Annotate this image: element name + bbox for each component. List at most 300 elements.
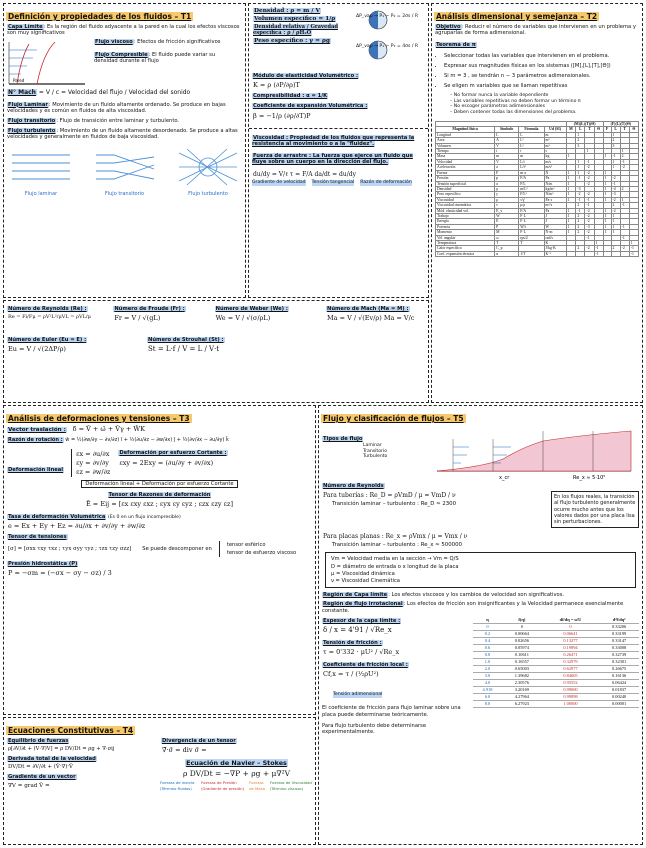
compresibilidad: Compresibilidad : α = 1/K — [253, 93, 328, 100]
table-cell: 0.65003 — [502, 665, 542, 672]
table-cell: 2 — [576, 203, 585, 208]
tensor-deformacion: Ē = Eij = [εx εxy εxz ; εyx εy εyz ; εzx εzy εz] — [86, 499, 233, 508]
table-cell: 0.06641 — [542, 630, 600, 637]
teorema-pi: Teorema de π — [436, 42, 476, 49]
table-row — [473, 672, 639, 679]
table-cell: γ — [495, 192, 519, 197]
table-cell: 0.26471 — [542, 651, 600, 658]
pared-label: Pared — [13, 78, 25, 84]
traslacion-term: Vector traslación : — [8, 427, 66, 433]
table-cell: μ/ρ — [519, 203, 544, 208]
table-cell: Tiempo — [436, 149, 495, 154]
var-d: D = diámetro de entrada o x longitud de la placa — [331, 563, 459, 570]
laminar-def: : Movimiento de un fluido altamente ordenado. Se produce en bajas velocidades y es común en fluidos de alta viscosidad. — [7, 101, 226, 114]
table-cell: 1/T — [519, 251, 544, 256]
table-cell: μ — [495, 197, 519, 202]
table-cell: L — [519, 132, 544, 137]
table-cell: -2 — [585, 213, 594, 218]
table-cell: L/t² — [519, 165, 544, 170]
table-cell: 1.00000 — [542, 700, 600, 707]
table-cell: V — [495, 159, 519, 164]
table-cell: 0.13277 — [542, 637, 600, 644]
gradiente-formula: ∇̄V = grad V̄ = — [8, 782, 50, 789]
table-cell: -2 — [611, 176, 620, 181]
espesor-term: Espesor de la capa límite : — [323, 617, 401, 624]
table-cell: -2 — [585, 170, 594, 175]
euler-title: Número de Euler (Eu = E) : — [8, 337, 87, 344]
table-cell: 2.0 — [473, 665, 502, 672]
navier-label-masa: Fuerzas de Masa — [249, 780, 265, 791]
tipo-transitorio: Transitorio — [363, 448, 388, 454]
table-cell: ω — [495, 235, 519, 240]
table-cell: -1 — [611, 181, 620, 186]
group-mltt: (M)(L)(T)(Θ) — [566, 122, 603, 127]
table-cell: 0 — [502, 623, 542, 630]
placas-formula: Para placas planas : Re_x = ρVmx / μ = Vmx / ν — [323, 533, 468, 541]
table-cell: 2 — [620, 154, 629, 159]
arrastre-formula: du/dy = V/ℓ τ = F/A da/dt = du/dy — [253, 171, 357, 179]
table-cell: Aceleración — [436, 165, 495, 170]
table-cell: Velocidad — [436, 159, 495, 164]
table-cell: J — [544, 219, 566, 224]
table-cell: 0.2 — [473, 630, 502, 637]
table-cell: 1 — [585, 149, 594, 154]
table-cell — [620, 251, 629, 256]
tuberias-formula: Para tuberías : Re_D = ρVmD / μ = VmD / ν — [323, 492, 456, 500]
densidad: Densidad : ρ = m / V — [254, 8, 320, 14]
navier-term: Ecuación de Navier – Stokes — [186, 759, 287, 768]
rotacion-term: Razón de rotación : — [8, 437, 63, 444]
table-cell: Trabajo — [436, 213, 495, 218]
table-cell: 0.16557 — [502, 658, 542, 665]
table-cell: A — [495, 138, 519, 143]
blasius-table — [473, 617, 639, 708]
table-cell: Pa — [544, 176, 566, 181]
bullet-2: • Expresar sus magnitudes físicas en los sistemas ([M],[L],[T],[Θ]) — [444, 63, 642, 69]
blasius-header-cell: d²f/dη² — [599, 617, 639, 624]
table-cell: P — [495, 224, 519, 229]
table-cell: F·L — [519, 213, 544, 218]
weber-formula: We = V / √(σ/ρL) — [215, 314, 271, 323]
table-cell: Momento — [436, 230, 495, 235]
table-cell: F/A — [519, 208, 544, 213]
table-cell: E_v — [495, 208, 519, 213]
table-cell: 1 — [620, 149, 629, 154]
mag-header-cell: T — [585, 127, 594, 132]
table-cell: Peso específico — [436, 192, 495, 197]
table-cell: Tensión superficial — [436, 181, 495, 186]
table-cell: 0.33008 — [599, 644, 639, 651]
table-cell: 1 — [576, 132, 585, 137]
navier-label-inercia: Fuerzas de inercia (Término fluidos) — [160, 780, 195, 791]
objetivo-term: Objetivo — [436, 24, 461, 30]
traslacion-formula: δ̄ = V̄ + ω̄ + V̄γ + W̄K — [72, 425, 145, 433]
epsilon-x: εx = ∂u/∂x — [76, 450, 110, 459]
table-cell: 1 — [603, 224, 611, 229]
coef-note: Tensión adimensional — [333, 692, 383, 698]
flow-label-laminar: Flujo laminar — [24, 190, 58, 197]
cortante-term: Deformación por esfuerzo Cortante : — [119, 450, 227, 457]
section-t1 — [3, 3, 246, 298]
table-cell: Fuerza — [436, 170, 495, 175]
region-irrot-term: Región de flujo irrotacional — [323, 601, 403, 608]
table-cell: Pa — [544, 208, 566, 213]
table-cell: -2 — [585, 219, 594, 224]
reynolds-formula: Re = Fi/Fμ = ρV²L²/μVL = ρVL/μ — [8, 314, 91, 321]
table-cell: 1 — [566, 230, 576, 235]
table-cell: kg/m³ — [544, 186, 566, 191]
balance-formula: ρ[∂V/∂t + (V·∇)V] = ρ DV/Dt = ρg + ∇·σij — [8, 746, 115, 753]
table-cell: 1 — [603, 176, 611, 181]
bullet-4: • Se eligen m variables que se llaman repetitivas — [444, 83, 642, 89]
navier-label-presion: Fuerzas de Presión (Gradiente de presión) — [201, 780, 245, 791]
table-cell: 1 — [566, 192, 576, 197]
table-cell: 6.0 — [473, 693, 502, 700]
sum-box: Deformación lineal + Deformación por esfuerzo Cortante — [81, 480, 237, 488]
tensiones-term: Tensor de tensiones — [8, 534, 67, 541]
table-cell: C_p — [495, 246, 519, 251]
table-cell: -1 — [585, 203, 594, 208]
bullet-1: • Seleccionar todas las variables que intervienen en el problema. — [444, 53, 642, 59]
table-cell: -1 — [594, 246, 603, 251]
table-cell: -1 — [576, 208, 585, 213]
table-cell: 1 — [566, 197, 576, 202]
table-cell: L/t — [519, 159, 544, 164]
table-cell: Vel. angular — [436, 235, 495, 240]
table-cell: -1 — [629, 251, 638, 256]
table-cell — [611, 251, 620, 256]
table-cell: a — [495, 165, 519, 170]
table-cell: F/L — [519, 181, 544, 186]
froude-title: Número de Froude (Fr) : — [114, 306, 185, 312]
epsilon-y: εy = ∂v/∂y — [76, 459, 109, 468]
table-cell: 1 — [611, 159, 620, 164]
table-cell: -1 — [585, 235, 594, 240]
table-row — [473, 651, 639, 658]
euler-formula: Eu = V / √(2ΔP/ρ) — [8, 345, 66, 354]
table-cell: L — [495, 132, 519, 137]
label-gradiente: Gradiente de velocidad — [252, 180, 306, 186]
table-cell: 1 — [603, 192, 611, 197]
table-cell: rad/s — [544, 235, 566, 240]
table-cell: Coef. expansión térmica — [436, 251, 495, 256]
turbulento-term: Flujo turbulento — [8, 128, 56, 135]
section-properties — [248, 3, 429, 298]
table-cell: W/t — [519, 224, 544, 229]
table-row — [473, 637, 639, 644]
t3-title: Análisis de deformaciones y tensiones – T3 — [8, 414, 190, 423]
table-cell: 2 — [576, 213, 585, 218]
table-cell: M — [495, 230, 519, 235]
table-row — [473, 665, 639, 672]
turbulento-note: Para flujo turbulento debe determinarse experimentalmente. — [322, 722, 427, 736]
table-cell: 8.0 — [473, 700, 502, 707]
tensor-deformacion-term: Tensor de Razones de deformación — [108, 491, 211, 498]
table-cell: Pa·s — [544, 197, 566, 202]
table-cell: 1 — [566, 208, 576, 213]
var-mu: μ = Viscosidad dinámica — [331, 570, 395, 577]
table-cell: 2 — [620, 186, 629, 191]
descomponer: Se puede descomponer en — [142, 546, 212, 553]
table-cell: σ — [495, 181, 519, 186]
table-cell: 0.95552 — [542, 679, 600, 686]
table-cell: kg — [544, 154, 566, 159]
peso-especifico: Peso específico : γ = ρg — [254, 38, 330, 44]
group-fltt: (F)(L)(T)(Θ) — [603, 122, 638, 127]
sub-bullet-1: – No formar nunca la variable dependiente — [450, 93, 549, 99]
table-cell: 2 — [611, 246, 620, 251]
table-cell: 0.00240 — [599, 693, 639, 700]
section-t4 — [3, 717, 316, 845]
table-cell: 2 — [576, 224, 585, 229]
table-cell: 2 — [576, 230, 585, 235]
table-cell: -2 — [585, 230, 594, 235]
flow-label-transitorio: Flujo transitorio — [104, 190, 145, 197]
divergencia-term: Divergencia de un tensor — [162, 738, 236, 744]
laminar-note: El coeficiente de fricción para flujo laminar sobre una placa puede determinarse teóricamente. — [322, 705, 461, 718]
table-cell: 1 — [576, 170, 585, 175]
table-cell: F·L — [519, 219, 544, 224]
table-cell: L² — [519, 138, 544, 143]
table-row — [473, 623, 639, 630]
table-cell: m³ — [544, 143, 566, 148]
table-cell: 0.33147 — [599, 637, 639, 644]
table-cell: m·a — [519, 170, 544, 175]
table-cell: -2 — [620, 165, 629, 170]
reynolds-term: Número de Reynolds — [323, 483, 384, 489]
mag-header-cell: Fórmula — [519, 127, 544, 132]
epsilon-z: εz = ∂w/∂z — [76, 468, 111, 477]
table-cell: 3.20169 — [502, 686, 542, 693]
region-capa-def: : Los efectos viscosos y los cambios de velocidad son significativos. — [388, 592, 565, 599]
tensiones-matrix: [σ] = [σxx τxy τxz ; τyx σyy τyz ; τzx τzy σzz] — [8, 546, 132, 553]
table-cell: m² — [544, 138, 566, 143]
table-cell: -2 — [611, 208, 620, 213]
table-cell: 1 — [603, 154, 611, 159]
table-cell: m/s² — [544, 165, 566, 170]
capa-limite-term: Capa Límite — [8, 24, 43, 30]
table-cell: Viscosidad — [436, 197, 495, 202]
table-cell: 0 — [473, 623, 502, 630]
viscosidad-def: Viscosidad : Propiedad de los fluidos que representa la resistencia al movimiento o a la "fluidez". — [252, 134, 415, 147]
strouhal-formula: St = L·f / V = L / V·t — [148, 345, 220, 354]
table-cell: 2 — [576, 219, 585, 224]
mach-term: N° Mach — [8, 89, 36, 97]
table-cell: Longitud — [436, 132, 495, 137]
table-cell: 1 — [576, 159, 585, 164]
table-cell: -1 — [611, 154, 620, 159]
flujo-compresible-def: : El fluido puede variar su densidad durante el flujo — [94, 51, 216, 64]
table-cell: ν — [495, 203, 519, 208]
t1-title: Definición y propiedades de los fluidos – T1 — [8, 12, 192, 21]
mag-header-cell: M — [566, 127, 576, 132]
placas-transicion: Transición laminar – turbulento : Re_x ≈ 500000 — [332, 542, 462, 549]
table-cell: rps/2 — [519, 235, 544, 240]
table-cell: -2 — [585, 165, 594, 170]
presion-term: Presión hidrostática (P) — [8, 560, 78, 567]
table-cell: F — [495, 170, 519, 175]
table-cell: 0.10611 — [502, 651, 542, 658]
transitorio-def: : Flujo de transición entre laminar y turbulento. — [56, 118, 180, 125]
section-t2 — [431, 3, 643, 403]
strouhal-title: Número de Strouhal (St) : — [148, 337, 224, 344]
table-cell: m — [519, 154, 544, 159]
table-cell: 0.02656 — [502, 637, 542, 644]
section-t3 — [3, 405, 316, 715]
transitional-flow-sketch — [94, 147, 156, 187]
table-cell: 0.19894 — [542, 644, 600, 651]
label-razon: Razón de deformación — [360, 180, 412, 186]
table-cell: -2 — [611, 197, 620, 202]
gradiente-term: Gradiente de un vector — [8, 774, 76, 781]
presion-formula: P = −σm = (−σx − σy − σz) / 3 — [8, 569, 112, 578]
var-nu: ν = Viscosidad Cinemática — [331, 578, 400, 585]
table-cell: 0.32979 — [542, 658, 600, 665]
mach-title: Número de Mach (Ma = M) : — [326, 306, 409, 312]
tipos-term: Tipos de flujo — [323, 436, 363, 442]
arrastre-def: Fuerza de arrastre : La fuerza que ejerce un fluido que fluye sobre un cuerpo en la dirección del flujo. — [252, 153, 413, 166]
table-cell: 1 — [566, 186, 576, 191]
table-cell: -1 — [585, 159, 594, 164]
label-tension: Tensión tangencial — [311, 180, 355, 186]
tuberias-transicion: Transición laminar – turbulento : Re_D ≈ 2300 — [332, 501, 457, 508]
table-cell — [603, 251, 611, 256]
table-cell: 1 — [629, 240, 638, 245]
region-irrot-def: : Los efectos de fricción son insignificantes y la Velocidad permanece esencialmente constante. — [322, 601, 624, 614]
table-cell: 1 — [594, 240, 603, 245]
blasius-header-cell: f(η) — [502, 617, 542, 624]
table-cell: 0.06424 — [599, 679, 639, 686]
table-cell: s — [544, 149, 566, 154]
froude-formula: Fr = V / √(gL) — [114, 314, 161, 323]
volumen-especifico: Volumen específico = 1/ρ — [254, 16, 336, 22]
magnitudes-table-wrap — [435, 121, 639, 257]
mag-header-cell: Símbolo — [495, 127, 519, 132]
table-cell: 0.8 — [473, 651, 502, 658]
table-cell: 1 — [566, 176, 576, 181]
table-cell: 1 — [603, 181, 611, 186]
table-cell: m/L³ — [519, 186, 544, 191]
sub-bullet-2: – Las variables repetitivas no deben formar un término π — [450, 98, 581, 104]
table-cell: 0.32301 — [599, 658, 639, 665]
volumetrica-term: Tasa de deformación Volumétrica — [8, 513, 106, 520]
tension-friccion-term: Tensión de fricción : — [323, 640, 382, 647]
table-cell: Área — [436, 138, 495, 143]
mag-header-cell: Θ — [629, 127, 638, 132]
table-cell: 1 — [566, 170, 576, 175]
section-numbers — [3, 300, 429, 403]
table-cell — [585, 251, 594, 256]
var-vm: Vm = Velocidad media en la sección → Vm = Q/S — [331, 556, 459, 563]
table-cell: 0.01837 — [599, 686, 639, 693]
table-cell: E — [495, 219, 519, 224]
t4-title: Ecuaciones Constitutivas – T4 — [8, 726, 134, 735]
table-cell: -1 — [620, 203, 629, 208]
sub-bullet-4: – Deben contener todas las dimensiones del problema. — [450, 109, 577, 115]
table-cell: -2 — [585, 176, 594, 181]
table-cell: -1 — [620, 235, 629, 240]
expansion-volumetrica: Coeficiente de expansión Volumétrica : — [253, 103, 368, 110]
table-cell: 1 — [566, 224, 576, 229]
table-row — [473, 700, 639, 707]
table-cell: -2 — [576, 192, 585, 197]
table-cell: Masa — [436, 154, 495, 159]
table-cell: Mód. elasticidad vol. — [436, 208, 495, 213]
mag-header-cell: Ud (SI) — [544, 127, 566, 132]
reynolds-title: Número de Reynolds (Re) : — [8, 306, 87, 312]
delta-p-1: ΔP_vap → P₁ − P₂ = 2σs / R — [356, 14, 419, 19]
table-cell: -3 — [585, 224, 594, 229]
coef-friccion-formula: Cf,x = τ / (½ρU²) — [323, 670, 379, 679]
table-cell: -1 — [576, 176, 585, 181]
table-cell: F/A — [519, 176, 544, 181]
decomp-esferico: tensor esférico — [226, 542, 266, 549]
mag-header-cell: L — [611, 127, 620, 132]
navier-formula: ρ DV/Dt = −∇P + ρg + μ∇²V — [182, 769, 291, 779]
table-cell: 1 — [611, 230, 620, 235]
table-row — [473, 644, 639, 651]
table-cell: Presión — [436, 176, 495, 181]
table-cell: p — [495, 176, 519, 181]
turbulento-def: : Movimiento de un fluido altamente desordenado. Se produce a altas velocidades y generalmente en fluidos de baja viscosidad. — [7, 128, 238, 141]
t5-title: Flujo y clasificación de flujos – T5 — [323, 414, 464, 423]
navier-label-viscosidad: Fuerzas de Viscosidad (Término viscoso) — [269, 780, 312, 791]
table-cell — [566, 251, 576, 256]
table-cell: 0.99000 — [542, 686, 600, 693]
variables-box — [325, 552, 636, 588]
table-cell: 0.62977 — [542, 665, 600, 672]
table-cell: 2.30576 — [502, 679, 542, 686]
table-row — [473, 679, 639, 686]
table-cell: 1 — [603, 186, 611, 191]
tipo-laminar: Laminar — [363, 443, 382, 449]
table-row — [436, 251, 639, 256]
table-cell: -3 — [576, 186, 585, 191]
re-transition-label: Re_x ≈ 5·10⁵ — [573, 475, 606, 481]
table-cell: F·L — [519, 230, 544, 235]
table-cell: Densidad — [436, 186, 495, 191]
volumetrica-formula: e = Ex + Ey + Ez = ∂u/∂x + ∂v/∂y + ∂w/∂z — [8, 522, 146, 531]
derivada-term: Derivada total de la velocidad — [8, 756, 96, 763]
table-cell: -1 — [629, 246, 638, 251]
lineal-term: Deformación lineal — [8, 467, 64, 474]
table-cell: -2 — [585, 181, 594, 186]
table-cell: 1 — [611, 219, 620, 224]
table-cell: J — [544, 213, 566, 218]
table-cell: T — [495, 240, 519, 245]
table-cell: 1 — [611, 165, 620, 170]
region-capa-term: Región de Capa límite — [323, 592, 388, 599]
table-cell: N — [544, 170, 566, 175]
table-cell: 1 — [603, 230, 611, 235]
table-cell: K⁻¹ — [544, 251, 566, 256]
table-cell: Energía — [436, 219, 495, 224]
table-cell: Potencia — [436, 224, 495, 229]
mach-number-formula: Ma = V / √(Ev/ρ) Ma = V/c — [326, 314, 415, 323]
tension-friccion-formula: τ = 0'332 · μU² / √Re_x — [323, 648, 400, 657]
table-cell: Calor específico — [436, 246, 495, 251]
table-cell: -1 — [585, 197, 594, 202]
densidad-relativa: Densidad relativa / Gravedad específica : ρ / ρH₂O — [253, 24, 338, 36]
coef-friccion-term: Coeficiente de fricción local : — [323, 662, 408, 669]
table-cell: N/m — [544, 181, 566, 186]
laminar-term: Flujo Laminar — [8, 101, 48, 108]
table-cell: N/m³ — [544, 192, 566, 197]
table-cell: τ/γ' — [519, 197, 544, 202]
objetivo-def: : Reducir el número de variables que intervienen en un problema y agruparlas de forma adimensional. — [435, 24, 636, 37]
mag-header-cell: F — [603, 127, 611, 132]
cortante-formula: εxy = 2Exy = (∂u/∂y + ∂v/∂x) — [119, 458, 214, 467]
